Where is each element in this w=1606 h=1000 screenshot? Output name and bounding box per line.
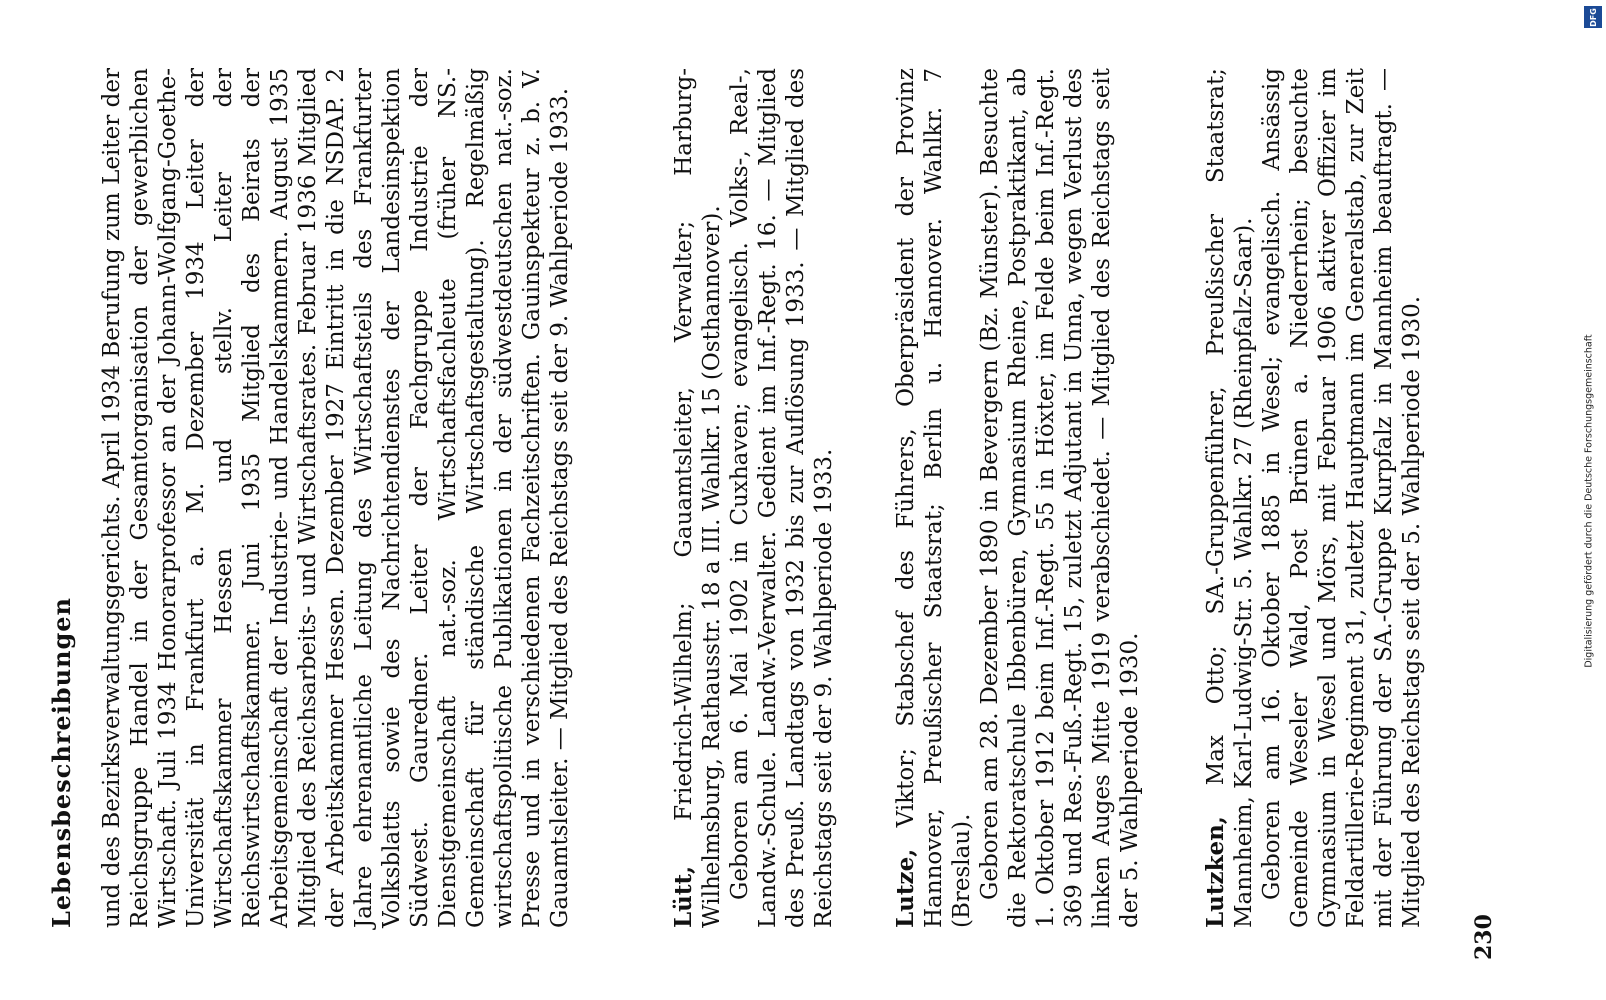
entry-text (892, 68, 976, 928)
entry-summary: Friedrich-Wilhelm; Gauamtsleiter, Verwalter; Harburg-Wilhelmsburg, Rathausstr. 18 a III. Wahlkr. 15 (Osthannover). (671, 68, 725, 928)
entry-text (1202, 68, 1258, 928)
entry-details: Geboren am 28. Dezember 1890 in Bevergern (Bz. Münster). Besuchte die Rektoratschule Ibbenbüren, Gymnasium Rheine, Postpraktikant, ab 1. Oktober 1912 beim Inf.-Regt. 55 in Höxter, im Felde beim Inf.-Regt. 369 und Res.-Fuß.-Regt. 15, zuletzt Adjutant in Unna, wegen Verlust des linken Auges Mitte 1919 verabschiedet. — Mitglied des Reichstags seit der 5. Wahlperiode 1930. (977, 68, 1143, 928)
funding-note: Digitalisierung gefördert durch die Deutsche Forschungsgemeinschaft (1583, 334, 1595, 668)
entry-summary: Viktor; Stabschef des Führers, Oberpräsident der Provinz Hannover, Preußischer Staatsrat; Berlin u. Hannover. Wahlkr. 7 (Breslau). (893, 68, 975, 928)
entry-details: Geboren am 16. Oktober 1885 in Wesel; evangelisch. Ansässig Gemeinde Weseler Wald, Post Brünen a. Niederrhein; besuchte Gymnasium in Wesel und Mörs, mit Februar 1906 aktiver Offizier im Feldartillerie-Regiment 31, zuletzt Hauptmann im Generalstab, zur Zeit mit der Führung der SA.-Gruppe Kurpfalz in Mannheim beauftragt. — Mitglied des Reichstags seit der 5. Wahlperiode 1930. (1259, 68, 1425, 928)
entry-name: Lütt, (670, 865, 697, 928)
funding-sidebar (1576, 6, 1602, 996)
page-header: Lebensbeschreibungen (47, 597, 76, 928)
entry-text: und des Bezirksverwaltungsgerichts. April 1934 Berufung zum Leiter der Reichsgruppe Handel in der Gesamtorganisation der gewerblichen Wirtschaft. Juli 1934 Honorarprofessor an der Johann-Wolfgang-Goethe-Universität in Frankfurt a. M. Dezember 1934 Leiter der Wirtschaftskammer Hessen und stellv. Leiter der Reichswirtschaftskammer. Juni 1935 Mitglied des Beirats der Arbeitsgemeinschaft der Industrie- und Handelskammern. August 1935 Mitglied des Reichsarbeits- und Wirtschaftsrates. Februar 1936 Mitglied der Arbeitskammer Hessen. Dezember 1927 Eintritt in die NSDAP. 2 Jahre ehrenamtliche Leitung des Wirtschaftsteils des Frankfurter Volksblatts sowie des Nachrichtendienstes der Landesinspektion Südwest. Gauredner. Leiter der Fachgruppe Industrie der Dienstgemeinschaft nat.-soz. Wirtschaftsfachleute (früher NS.-Gemeinschaft für ständische Wirtschaftsgestaltung). Regelmäßig wirtschaftspolitische Publikationen in der südwestdeutschen nat.-soz. Presse und in verschiedenen Fachzeitschriften. Gauinspekteur z. b. V. Gauamtsleiter. — Mitglied des Reichstags seit der 9. Wahlperiode 1933. (99, 68, 573, 928)
entry-summary: Max Otto; SA.-Gruppenführer, Preußischer Staatsrat; Mannheim, Karl-Ludwig-Str. 5. Wahlkr. 27 (Rheinpfalz-Saar). (1203, 67, 1257, 928)
entry-text (670, 68, 726, 928)
biography-entry (98, 68, 574, 928)
biography-entry (1202, 68, 1426, 928)
rotated-page (40, 48, 1497, 968)
dfg-logo-text: DFG (1588, 7, 1598, 27)
entry-details: Geboren am 6. Mai 1902 in Cuxhaven; evangelisch. Volks-, Real-, Landw.-Schule. Landw.-Verwalter. Gedient im Inf.-Regt. 16. — Mitglied des Preuß. Landtags von 1932 bis zur Auflösung 1933. — Mitglied des Reichstags seit der 9. Wahlperiode 1933. (727, 68, 837, 928)
entry-name: Lutzken, (1202, 816, 1229, 928)
dfg-logo (1584, 6, 1602, 28)
biography-entry (670, 68, 838, 928)
page-number: 230 (1471, 914, 1497, 960)
entry-name: Lutze, (892, 848, 919, 928)
biography-entry (892, 68, 1144, 928)
